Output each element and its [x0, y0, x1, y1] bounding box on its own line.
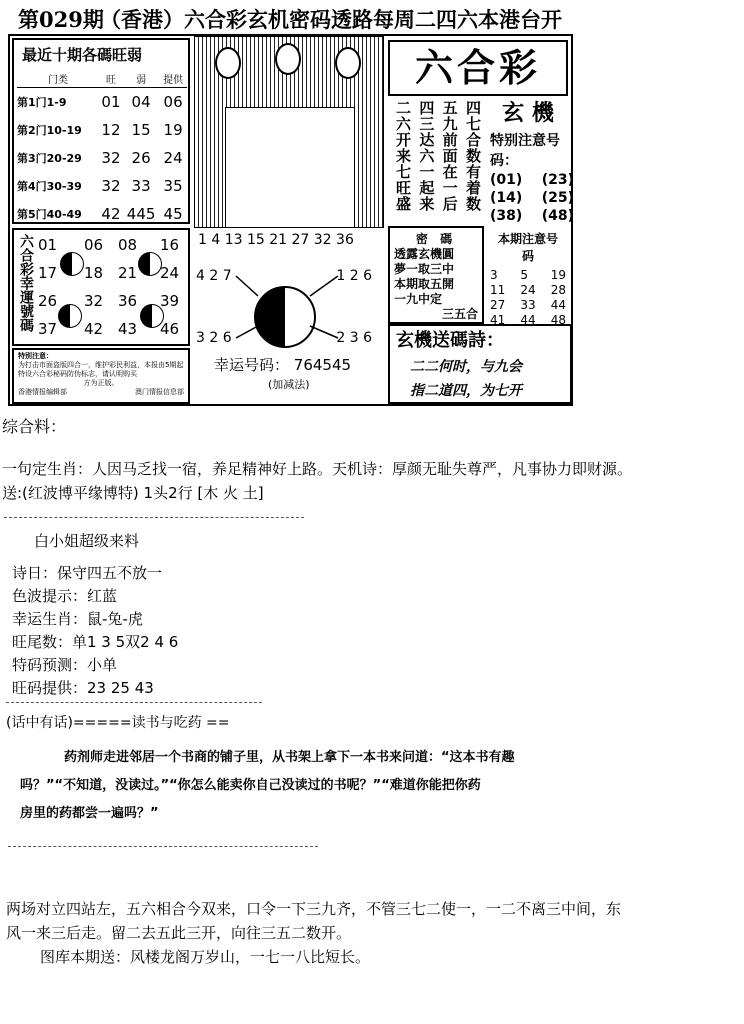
- special-row: [490, 208, 574, 224]
- secret-line: 透露玄機圓: [394, 247, 455, 261]
- code-poem-box: [388, 324, 572, 404]
- special-row: [490, 172, 574, 188]
- lantern-icon: [275, 43, 301, 75]
- hot-cell: 12: [101, 121, 121, 139]
- offer-cell: 24: [163, 149, 183, 167]
- header-cell: 弱: [123, 70, 159, 88]
- notice-footer-left: 香港情报编辑部: [18, 388, 67, 396]
- final-text: 两场对立四站左，五六相合今双来，口令一下三九齐，不管三七二使一，一二不离三中间，东: [6, 900, 622, 918]
- logo-subtitle: 玄 機: [502, 100, 554, 126]
- center-bottom-left-numbers: 3 2 6: [196, 330, 232, 346]
- lucky-number: 24: [160, 264, 180, 282]
- lucky-number: 32: [84, 292, 104, 310]
- section-title: 白小姐超级来料: [34, 532, 140, 550]
- lucky-number: 36: [118, 292, 138, 310]
- table-row: [17, 116, 187, 144]
- vertical-poem: [392, 100, 484, 224]
- lucky-number: 46: [160, 320, 180, 338]
- yin-yang-icon: [60, 252, 84, 276]
- body-line: 一句定生肖：人因马乏找一宿，养足精神好上路。天机诗：厚颜无耻失尊严，凡事协力即财源。: [2, 460, 633, 478]
- story-text: 房里的药都尝一遍吗？”: [20, 806, 159, 821]
- lucky-number: 43: [118, 320, 138, 338]
- lucky-number: 06: [84, 236, 104, 254]
- poem-column: 四三达六一起来: [417, 100, 436, 212]
- issue-number: 第029期: [18, 7, 104, 32]
- offer-cell: 45: [163, 205, 183, 223]
- story-title: (话中有话)=====读书与吃药 ==: [6, 715, 230, 731]
- issue-number-cell: 19: [550, 268, 566, 282]
- this-issue-row: [486, 268, 570, 283]
- center-bottom-right-numbers: 2 3 6: [336, 330, 372, 346]
- special-number: (25): [541, 190, 574, 206]
- secret-line: 一九中定: [394, 292, 443, 306]
- group-cell: 第1门1-9: [17, 96, 67, 109]
- poem-column: 四七合数有着数: [463, 100, 482, 212]
- issue-number-cell: 27: [490, 298, 506, 312]
- final-text: 风一来三后走。留二去五此三开，向往三五二数开。: [6, 924, 352, 942]
- offer-cell: 19: [163, 121, 183, 139]
- lucky-number: 08: [118, 236, 138, 254]
- center-panel: [192, 226, 382, 402]
- hot-cell: 32: [101, 177, 121, 195]
- lucky-number: 16: [160, 236, 180, 254]
- info-item: 色波提示：红蓝: [12, 587, 118, 605]
- special-number: (23): [541, 172, 574, 188]
- this-issue-numbers: [486, 226, 570, 327]
- lucky-number: 17: [38, 264, 58, 282]
- info-item: 幸运生肖：鼠-兔-虎: [12, 610, 143, 628]
- table-row: [17, 144, 187, 172]
- hot-cell: 32: [101, 149, 121, 167]
- special-number: (48): [541, 208, 574, 224]
- this-issue-row: [486, 298, 570, 313]
- special-row: [490, 190, 574, 206]
- secret-line: 三五合: [441, 307, 478, 321]
- info-item: 旺码提供：23 25 43: [12, 679, 154, 697]
- lucky-number: 42: [84, 320, 104, 338]
- divider: [6, 702, 262, 703]
- issue-number-cell: 44: [520, 313, 536, 327]
- group-cell: 第5门40-49: [17, 208, 82, 221]
- info-item: 特码预测：小单: [12, 656, 118, 674]
- center-left-numbers: 4 2 7: [196, 268, 232, 284]
- lottery-logo: 六合彩: [388, 40, 568, 96]
- group-cell: 第4门30-39: [17, 180, 82, 193]
- code-poem-line: 二二何时，与九会: [410, 359, 522, 375]
- issue-number-cell: 44: [550, 298, 566, 312]
- frequency-grid: [17, 70, 187, 228]
- hot-cell: 42: [101, 205, 121, 223]
- lantern-icon: [335, 47, 361, 79]
- this-issue-title: 本期注意号码: [497, 232, 558, 263]
- yin-yang-icon: [58, 304, 82, 328]
- issue-number-cell: 48: [550, 313, 566, 327]
- info-item: 旺尾数：单1 3 5双2 4 6: [12, 633, 179, 651]
- frequency-table: [12, 38, 190, 224]
- divider: [8, 846, 318, 847]
- header: [0, 0, 744, 34]
- lantern-icon: [215, 47, 241, 79]
- hot-cell: 01: [101, 93, 121, 111]
- frequency-caption: 最近十期各碼旺弱: [22, 46, 143, 64]
- header-cell: 提供: [159, 70, 187, 88]
- palace-illustration: [194, 36, 384, 228]
- secret-code-box: [388, 226, 484, 324]
- story-text: 药剂师走进邻居一个书商的铺子里，从书架上拿下一本书来问道：“这本书有趣: [64, 750, 515, 765]
- lucky-numbers-box: [12, 228, 190, 346]
- lucky-number: 21: [118, 264, 138, 282]
- body-line: 送:(红波博平缘博特) 1头2行 [木 火 土]: [2, 484, 264, 502]
- lucky-numbers-label: 六合彩幸運號碼: [18, 234, 34, 332]
- frequency-header-row: [17, 70, 187, 88]
- notice-footer: [18, 388, 184, 397]
- lucky-value: 764545: [293, 356, 352, 374]
- code-poem-title: 玄機送碼詩：: [396, 330, 504, 351]
- divider: [4, 517, 304, 518]
- lucky-note: (加减法): [268, 378, 310, 391]
- poem-column: 二六开来七旺盛: [394, 100, 412, 212]
- notice-box: [12, 348, 190, 404]
- notice-body: 为打击市面盗版四合一，维护彩民利益，本报由5期起特设六合彩秘码防伪标志，请认明购买: [18, 361, 184, 378]
- offer-cell: 06: [163, 93, 183, 111]
- special-number: (14): [490, 190, 523, 206]
- secret-line: 本期取五開: [394, 277, 455, 291]
- final-text: 图库本期送：风楼龙阁万岁山，一七一八比短长。: [40, 948, 371, 966]
- yin-yang-icon: [140, 304, 164, 328]
- issue-number-cell: 11: [490, 283, 506, 297]
- special-number: (38): [490, 208, 523, 224]
- issue-number-cell: 41: [490, 313, 506, 327]
- page-title: （香港）六合彩玄机密码透路每周二四六本港台开: [100, 7, 562, 32]
- center-right-numbers: 1 2 6: [336, 268, 372, 284]
- lucky-label: 幸运号码：: [214, 356, 290, 374]
- table-row: [17, 200, 187, 228]
- lucky-number: 01: [38, 236, 58, 254]
- special-title: 特别注意号码：: [490, 133, 560, 169]
- secret-title: 密 碼: [415, 232, 457, 246]
- poem-column: 五九前面在一后: [440, 100, 459, 212]
- weak-cell: 445: [126, 205, 156, 223]
- weak-cell: 04: [131, 93, 151, 111]
- group-cell: 第2门10-19: [17, 124, 82, 137]
- special-numbers: [490, 130, 574, 224]
- story-text: 吗？”“不知道，没读过。”“你怎么能卖你自己没读过的书呢？”“难道你能把你药: [20, 778, 481, 793]
- weak-cell: 33: [131, 177, 151, 195]
- yin-yang-icon: [138, 252, 162, 276]
- lucky-number: 37: [38, 320, 58, 338]
- offer-cell: 35: [163, 177, 183, 195]
- info-item: 诗日：保守四五不放一: [12, 564, 163, 582]
- notice-line2: 方为正版。: [83, 379, 119, 387]
- special-number: (01): [490, 172, 523, 188]
- issue-number-cell: 33: [520, 298, 536, 312]
- weak-cell: 26: [131, 149, 151, 167]
- issue-number-cell: 28: [550, 283, 566, 297]
- center-top-numbers: 1 4 13 15 21 27 32 36: [198, 232, 354, 248]
- header-cell: 旺: [99, 70, 123, 88]
- lucky-number: 18: [84, 264, 104, 282]
- secret-line: 夢一取三中: [394, 262, 455, 276]
- lucky-number: 39: [160, 292, 180, 310]
- table-row: [17, 172, 187, 200]
- palace-floor: [225, 107, 355, 228]
- weak-cell: 15: [131, 121, 151, 139]
- header-cell: 门类: [17, 70, 99, 88]
- group-cell: 第3门20-29: [17, 152, 82, 165]
- table-row: [17, 88, 187, 117]
- this-issue-row: [486, 283, 570, 298]
- notice-title: 特别注意：: [18, 352, 53, 360]
- code-poem-line: 指二道四，为七开: [410, 383, 522, 399]
- notice-footer-right: 澳门情报信息部: [135, 388, 184, 396]
- issue-number-cell: 24: [520, 283, 536, 297]
- issue-number-cell: 5: [520, 268, 528, 282]
- lucky-number: 26: [38, 292, 58, 310]
- section-label: 综合料：: [2, 417, 67, 436]
- lucky-code: [214, 354, 351, 375]
- issue-number-cell: 3: [490, 268, 498, 282]
